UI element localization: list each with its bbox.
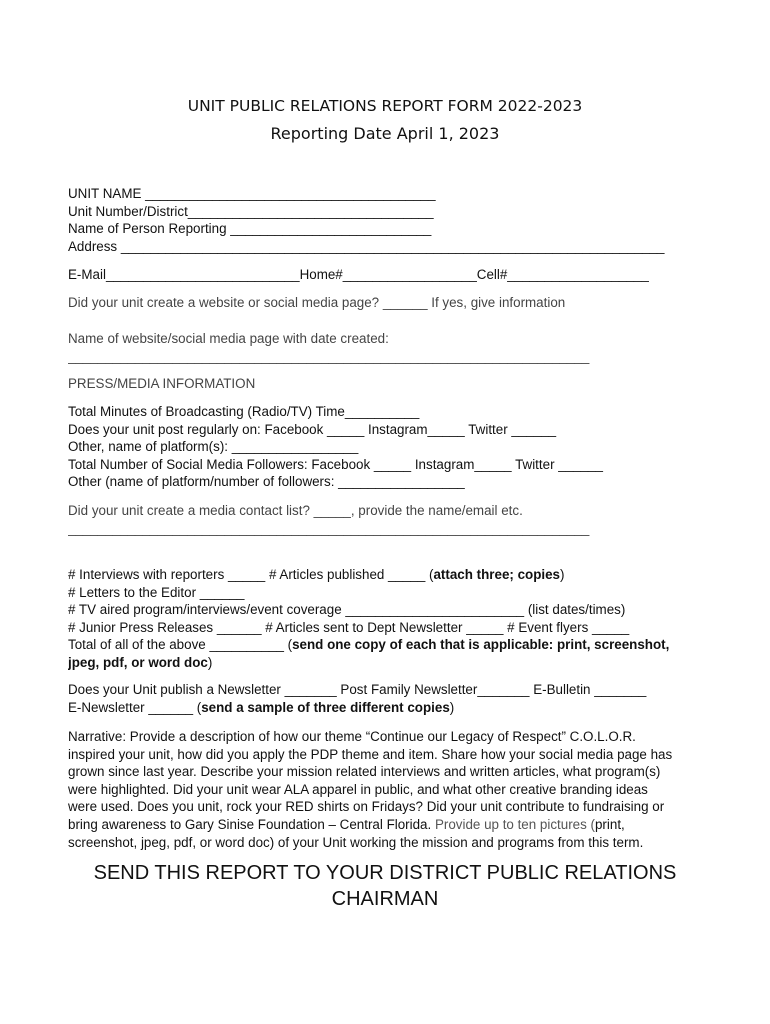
- e-newsletter-text: E-Newsletter ______ (: [68, 699, 202, 715]
- unit-number-field[interactable]: Unit Number/District_________________________________: [68, 203, 434, 219]
- footer-line-1: SEND THIS REPORT TO YOUR DISTRICT PUBLIC RELATIONS: [93, 862, 677, 884]
- interviews-field[interactable]: [68, 566, 708, 584]
- counts-section: [68, 566, 708, 672]
- unit-name-field[interactable]: UNIT NAME _______________________________________: [68, 186, 436, 201]
- post-regularly-field[interactable]: Does your unit post regularly on: Facebook _____ Instagram_____ Twitter ______: [68, 421, 557, 437]
- press-media-heading-wrap: [68, 375, 708, 393]
- e-newsletter-end: ): [449, 699, 455, 715]
- total-bold-note-2: jpeg, pdf, or word doc: [68, 654, 208, 670]
- narrative-line-1: Narrative: Provide a description of how our theme “Continue our Legacy of Respect” C.O.L.O.R.: [68, 729, 636, 744]
- narrative-section: [68, 728, 708, 851]
- interviews-end: ): [560, 567, 565, 582]
- contact-fields[interactable]: E-Mail__________________________Home#__________________Cell#___________________: [68, 267, 649, 282]
- tv-field[interactable]: # TV aired program/interviews/event coverage ________________________ (list dates/times): [68, 602, 626, 618]
- total-end: ): [207, 654, 213, 670]
- other-followers-field[interactable]: Other (name of platform/number of followers: _________________: [68, 474, 465, 490]
- website-question-text[interactable]: Did your unit create a website or social media page? ______ If yes, give information: [68, 295, 566, 310]
- narrative-line-6-text: bring awareness to Gary Sinise Foundation – Central Florida.: [68, 816, 432, 832]
- website-name-section: [68, 330, 708, 365]
- narrative-line-4: were highlighted. Did your unit wear ALA apparel in public, and what other creative branding ideas: [68, 781, 648, 797]
- letters-field[interactable]: # Letters to the Editor ______: [68, 584, 245, 600]
- interviews-text: # Interviews with reporters _____ # Articles published _____ (: [68, 567, 434, 582]
- narrative-line-6: [68, 816, 708, 834]
- junior-press-field[interactable]: # Junior Press Releases ______ # Articles sent to Dept Newsletter _____ # Event flyers _____: [68, 619, 630, 635]
- website-question: [68, 294, 708, 312]
- footer-line-2: CHAIRMAN: [331, 888, 439, 910]
- interviews-bold-note: attach three; copies: [433, 567, 560, 582]
- newsletter-field[interactable]: Does your Unit publish a Newsletter _______ Post Family Newsletter_______ E-Bulletin _______: [68, 682, 647, 697]
- narrative-line-7: screenshot, jpeg, pdf, or word doc) of your Unit working the mission and programs from this term.: [68, 834, 644, 850]
- narrative-pictures-note: Provide up to ten pictures (: [431, 816, 595, 832]
- address-field[interactable]: Address _________________________________________________________________________: [68, 238, 665, 254]
- narrative-line-3: grown since last year. Describe your mission related interviews and written articles, what program(s): [68, 764, 661, 780]
- contact-list-section: [68, 502, 708, 537]
- website-name-label: Name of website/social media page with date created:: [68, 331, 389, 346]
- person-reporting-field[interactable]: Name of Person Reporting ___________________________: [68, 221, 432, 237]
- total-field-cont: [68, 654, 708, 672]
- narrative-line-2: inspired your unit, how did you apply the PDP theme and item. Share how your social media page has: [68, 746, 673, 762]
- contact-section: [68, 266, 708, 284]
- website-name-line[interactable]: ______________________________________________________________________: [68, 348, 590, 364]
- press-media-heading: PRESS/MEDIA INFORMATION: [68, 376, 256, 391]
- followers-field[interactable]: Total Number of Social Media Followers: Facebook _____ Instagram_____ Twitter ______: [68, 456, 603, 472]
- e-newsletter-field[interactable]: [68, 699, 708, 717]
- reporting-date: Reporting Date April 1, 2023: [270, 124, 500, 143]
- total-field[interactable]: [68, 636, 708, 654]
- total-text: Total of all of the above __________ (: [68, 637, 293, 653]
- unit-info-section: [68, 185, 708, 255]
- narrative-line-5: were used. Does you unit, rock your RED shirts on Fridays? Did your unit contribute to fundraising or: [68, 799, 665, 815]
- e-newsletter-bold-note: send a sample of three different copies: [201, 699, 450, 715]
- other-platform-field[interactable]: Other, name of platform(s): _________________: [68, 439, 359, 455]
- total-bold-note-1: send one copy of each that is applicable: print, screenshot,: [292, 637, 670, 653]
- form-title: UNIT PUBLIC RELATIONS REPORT FORM 2022-2023: [187, 97, 583, 115]
- broadcast-minutes-field[interactable]: Total Minutes of Broadcasting (Radio/TV) Time__________: [68, 404, 420, 419]
- narrative-pictures-tail: print,: [594, 816, 625, 832]
- newsletter-section: [68, 681, 708, 716]
- contact-list-line[interactable]: ______________________________________________________________________: [68, 520, 590, 536]
- contact-list-question[interactable]: Did your unit create a media contact list? _____, provide the name/email etc.: [68, 503, 523, 518]
- press-media-section: [68, 403, 708, 491]
